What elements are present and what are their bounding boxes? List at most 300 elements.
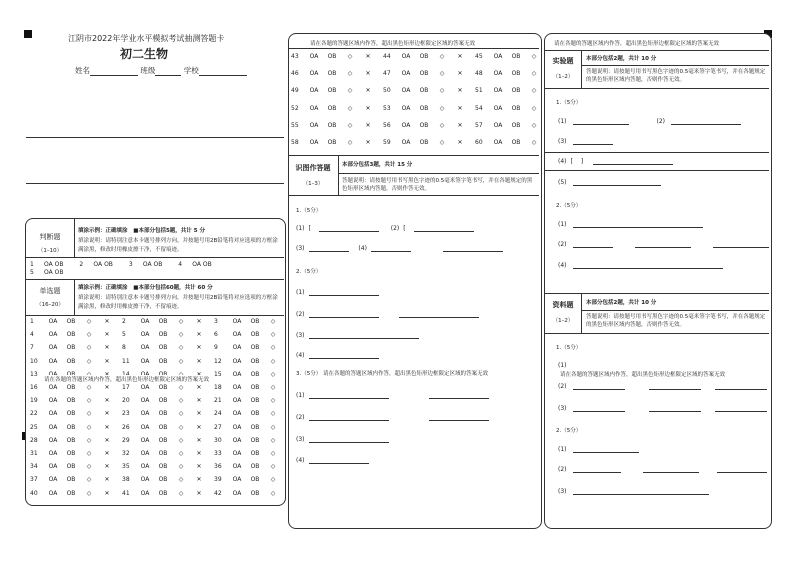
answer-bubble[interactable]: OB: [158, 410, 168, 418]
answer-bubble[interactable]: OA: [493, 87, 503, 95]
answer-line[interactable]: [573, 221, 703, 228]
answer-bubble[interactable]: OA: [401, 70, 411, 78]
answer-bubble[interactable]: ✕: [196, 344, 202, 352]
answer-bubble[interactable]: ✕: [104, 344, 110, 352]
answer-line[interactable]: [309, 414, 389, 421]
answer-bubble[interactable]: OA: [401, 87, 411, 95]
answer-bubble[interactable]: OB: [250, 384, 260, 391]
class-field[interactable]: [155, 69, 181, 76]
answer-bubble[interactable]: OB: [511, 70, 521, 78]
answer-line[interactable]: [309, 457, 369, 464]
school-field[interactable]: [199, 69, 247, 76]
answer-bubble[interactable]: OB: [250, 476, 260, 484]
answer-bubble[interactable]: OA: [140, 463, 150, 471]
answer-bubble[interactable]: ◇: [531, 53, 537, 60]
answer-bubble[interactable]: ◇: [347, 70, 353, 78]
answer-bubble[interactable]: OA: [232, 318, 242, 325]
answer-bubble[interactable]: ◇: [439, 53, 445, 60]
answer-line[interactable]: [573, 241, 613, 248]
question-number: 29: [122, 436, 130, 444]
answer-bubble[interactable]: OB: [66, 357, 76, 365]
question-number: 3: [214, 318, 218, 325]
answer-bubble[interactable]: ◇: [347, 121, 353, 129]
answer-bubble[interactable]: OA: [493, 121, 503, 129]
question-number: 50: [383, 87, 391, 95]
answer-bubble[interactable]: ✕: [196, 463, 202, 471]
survey-q1-label: 1.（5分）: [296, 208, 322, 214]
answer-bubble[interactable]: ◇: [178, 450, 184, 457]
answer-bubble[interactable]: ◇: [347, 104, 353, 112]
question-number: 12: [214, 357, 222, 365]
answer-bubble[interactable]: OB: [250, 463, 260, 471]
question-number: 31: [30, 450, 38, 457]
answer-line[interactable]: [399, 311, 479, 318]
answer-bubble[interactable]: OB: [66, 436, 76, 444]
answer-bubble[interactable]: OB: [158, 463, 168, 471]
answer-bubble[interactable]: ✕: [457, 53, 463, 60]
answer-bubble[interactable]: OA: [48, 436, 58, 444]
question-number: 22: [30, 410, 38, 418]
answer-bubble[interactable]: ◇: [178, 384, 184, 391]
answer-bubble[interactable]: ✕: [365, 87, 371, 95]
answer-bubble[interactable]: ✕: [365, 104, 371, 112]
answer-bubble[interactable]: ◇: [531, 121, 537, 129]
answer-bubble[interactable]: ◇: [347, 139, 353, 146]
answer-line[interactable]: [309, 245, 349, 252]
answer-bubble[interactable]: OB: [158, 331, 168, 339]
answer-bubble[interactable]: ◇: [178, 344, 184, 352]
answer-bubble[interactable]: ◇: [86, 344, 92, 352]
answer-bubble[interactable]: ◇: [270, 397, 276, 405]
answer-bubble[interactable]: ✕: [104, 318, 110, 325]
answer-bubble[interactable]: OB: [327, 121, 337, 129]
question-number: 46: [291, 70, 299, 78]
answer-bubble[interactable]: ◇: [270, 370, 276, 378]
answer-bubble[interactable]: ✕: [196, 357, 202, 365]
choice-row: [30, 424, 300, 431]
answer-bubble[interactable]: ◇: [178, 397, 184, 405]
answer-bubble[interactable]: OA: [232, 410, 242, 418]
answer-bubble[interactable]: OA: [140, 384, 150, 391]
answer-bubble[interactable]: OB: [66, 410, 76, 418]
answer-line[interactable]: [573, 466, 621, 473]
answer-bubble[interactable]: OB: [158, 384, 168, 391]
answer-bubble[interactable]: OB: [250, 450, 260, 457]
answer-line[interactable]: [649, 405, 701, 412]
answer-bubble[interactable]: OA: [48, 450, 58, 457]
answer-bubble[interactable]: ✕: [104, 423, 110, 431]
answer-bubble[interactable]: OA: [493, 53, 503, 60]
answer-bubble[interactable]: OA: [140, 397, 150, 405]
answer-bubble[interactable]: ✕: [457, 70, 463, 78]
answer-bubble[interactable]: OB: [419, 121, 429, 129]
answer-bubble[interactable]: ◇: [270, 463, 276, 471]
answer-bubble[interactable]: ✕: [365, 121, 371, 129]
answer-bubble[interactable]: ✕: [196, 331, 202, 339]
question-number: 56: [383, 121, 391, 129]
answer-bubble[interactable]: ✕: [365, 70, 371, 78]
answer-bubble[interactable]: ◇: [178, 357, 184, 365]
answer-bubble[interactable]: OA: [401, 139, 411, 146]
answer-bubble[interactable]: ✕: [196, 489, 202, 497]
answer-bubble[interactable]: OA: [493, 139, 503, 146]
answer-bubble[interactable]: OB: [419, 104, 429, 112]
answer-bubble[interactable]: OA: [140, 410, 150, 418]
answer-bubble[interactable]: OB: [250, 423, 260, 431]
material-q2-label: 2.（5分）: [556, 428, 582, 434]
answer-bubble[interactable]: ◇: [86, 384, 92, 391]
answer-line[interactable]: [573, 118, 629, 125]
answer-line[interactable]: [443, 245, 503, 252]
answer-bubble[interactable]: OA: [140, 357, 150, 365]
answer-bubble[interactable]: ◇: [178, 410, 184, 418]
answer-bubble[interactable]: ◇: [439, 87, 445, 95]
answer-bubble[interactable]: OA: [140, 476, 150, 484]
answer-bubble[interactable]: OB: [511, 53, 521, 60]
answer-bubble[interactable]: ◇: [347, 87, 353, 95]
answer-line[interactable]: [309, 311, 379, 318]
answer-line[interactable]: [309, 289, 379, 296]
choice-row: [30, 437, 300, 444]
answer-bubble[interactable]: OB: [66, 463, 76, 471]
answer-bubble[interactable]: ◇: [86, 410, 92, 418]
answer-bubble[interactable]: ◇: [347, 53, 353, 60]
answer-bubble[interactable]: OB: [419, 87, 429, 95]
answer-bubble[interactable]: ✕: [196, 410, 202, 418]
answer-bubble[interactable]: OA: [48, 489, 58, 497]
right-answer-box: [544, 33, 772, 529]
answer-bubble[interactable]: ◇: [270, 476, 276, 484]
answer-line[interactable]: [573, 446, 639, 453]
answer-bubble[interactable]: ◇: [270, 450, 276, 457]
answer-line[interactable]: [573, 138, 613, 145]
answer-bubble[interactable]: ◇: [86, 318, 92, 325]
answer-line[interactable]: [635, 241, 691, 248]
answer-bubble[interactable]: OB: [250, 489, 260, 497]
answer-bubble[interactable]: OB: [66, 318, 76, 325]
answer-bubble[interactable]: ◇: [86, 397, 92, 405]
answer-bubble[interactable]: OB: [158, 357, 168, 365]
answer-bubble[interactable]: ✕: [457, 87, 463, 95]
answer-bubble[interactable]: OB: [250, 344, 260, 352]
answer-bubble[interactable]: OB: [66, 489, 76, 497]
judge-3-a[interactable]: OA: [142, 261, 152, 268]
answer-bubble[interactable]: OA: [309, 104, 319, 112]
question-number: 7: [30, 344, 34, 352]
answer-line[interactable]: [429, 392, 489, 399]
answer-bubble[interactable]: ◇: [531, 70, 537, 78]
answer-line[interactable]: [671, 118, 741, 125]
answer-bubble[interactable]: OA: [140, 344, 150, 352]
answer-line[interactable]: [309, 352, 379, 359]
question-number: 60: [475, 139, 483, 146]
answer-bubble[interactable]: OB: [250, 410, 260, 418]
question-number: 42: [214, 489, 222, 497]
question-number: 8: [122, 344, 126, 352]
answer-bubble[interactable]: ◇: [270, 357, 276, 365]
choice-row: [30, 450, 300, 457]
answer-line[interactable]: [643, 466, 699, 473]
answer-bubble[interactable]: OB: [66, 331, 76, 339]
answer-bubble[interactable]: ◇: [178, 331, 184, 339]
answer-bubble[interactable]: OB: [66, 397, 76, 405]
answer-bubble[interactable]: OB: [158, 397, 168, 405]
answer-bubble[interactable]: ◇: [178, 318, 184, 325]
answer-bubble[interactable]: OB: [158, 318, 168, 325]
answer-bubble[interactable]: ✕: [365, 53, 371, 60]
question-number: 52: [291, 104, 299, 112]
answer-bubble[interactable]: OA: [309, 139, 319, 146]
answer-bubble[interactable]: OA: [232, 370, 242, 378]
answer-bubble[interactable]: OA: [232, 436, 242, 444]
answer-line[interactable]: [713, 241, 769, 248]
judge-5-b[interactable]: OB: [54, 269, 64, 276]
answer-bubble[interactable]: ◇: [270, 384, 276, 391]
answer-bubble[interactable]: OA: [48, 397, 58, 405]
answer-line[interactable]: [573, 262, 723, 269]
answer-line[interactable]: [717, 466, 767, 473]
answer-bubble[interactable]: OB: [66, 384, 76, 391]
answer-area-notice-right-2: 请在各题的答题区域内作答，超出黑色矩形边框限定区域的答案无效: [560, 372, 726, 378]
answer-bubble[interactable]: OB: [158, 423, 168, 431]
answer-bubble[interactable]: ✕: [104, 489, 110, 497]
answer-bubble[interactable]: ✕: [104, 357, 110, 365]
question-number: 54: [475, 104, 483, 112]
answer-line[interactable]: [573, 405, 625, 412]
answer-bubble[interactable]: OB: [250, 397, 260, 405]
answer-bubble[interactable]: ◇: [86, 436, 92, 444]
answer-bubble[interactable]: ✕: [196, 318, 202, 325]
judge-4-b[interactable]: OB: [202, 261, 212, 268]
answer-line[interactable]: [715, 383, 767, 390]
answer-bubble[interactable]: OA: [232, 344, 242, 352]
survey-q1-sub3: (3) (4): [296, 245, 503, 252]
answer-bubble[interactable]: ✕: [104, 450, 110, 457]
answer-bubble[interactable]: OA: [401, 104, 411, 112]
answer-bubble[interactable]: OA: [232, 463, 242, 471]
answer-bubble[interactable]: ◇: [439, 70, 445, 78]
judge-4-a[interactable]: OA: [192, 261, 201, 268]
answer-bubble[interactable]: ✕: [196, 436, 202, 444]
answer-bubble[interactable]: ✕: [196, 450, 202, 457]
answer-line[interactable]: [649, 383, 701, 390]
answer-bubble[interactable]: OA: [309, 53, 319, 60]
answer-bubble[interactable]: OA: [493, 70, 503, 78]
answer-line[interactable]: [573, 488, 709, 495]
answer-bubble[interactable]: ◇: [270, 331, 276, 339]
answer-bubble[interactable]: ◇: [439, 139, 445, 146]
answer-bubble[interactable]: ✕: [104, 384, 110, 391]
answer-bubble[interactable]: ◇: [178, 489, 184, 497]
judge-fill-note: 填涂说明：请特别注意本卡题号排列方向，并按题号用2B铅笔将对应选项的方框涂满涂黑，修改时用橡皮擦干净，不留痕迹。: [78, 238, 278, 253]
answer-bubble[interactable]: ✕: [457, 104, 463, 112]
answer-bubble[interactable]: OA: [140, 331, 150, 339]
judge-1-a[interactable]: OA: [44, 261, 53, 268]
judge-3-b[interactable]: OB: [153, 261, 163, 268]
answer-bubble[interactable]: ◇: [439, 121, 445, 129]
answer-bubble[interactable]: ✕: [196, 384, 202, 391]
judge-fill-example: 填涂示例：正确填涂 ■本部分包括5题，共计 5 分: [78, 228, 205, 234]
answer-bubble[interactable]: ◇: [178, 476, 184, 484]
answer-bubble[interactable]: OB: [66, 423, 76, 431]
answer-bubble[interactable]: OB: [250, 436, 260, 444]
answer-bubble[interactable]: ✕: [457, 121, 463, 129]
answer-bubble[interactable]: OA: [309, 121, 319, 129]
answer-bubble[interactable]: OB: [158, 344, 168, 352]
answer-bubble[interactable]: OA: [48, 384, 58, 391]
judge-5-a[interactable]: OA: [44, 269, 53, 276]
answer-bubble[interactable]: OB: [419, 53, 429, 60]
answer-bubble[interactable]: ◇: [178, 436, 184, 444]
question-number: 34: [30, 463, 38, 471]
answer-bubble[interactable]: ◇: [178, 463, 184, 471]
answer-bubble[interactable]: OA: [140, 436, 150, 444]
registration-mark-top-left: [24, 30, 32, 38]
answer-bubble[interactable]: OB: [158, 450, 168, 457]
answer-bubble[interactable]: OA: [48, 476, 58, 484]
answer-line[interactable]: [593, 158, 673, 165]
answer-line[interactable]: [309, 436, 389, 443]
question-number: 11: [122, 357, 130, 365]
answer-bubble[interactable]: OA: [401, 121, 411, 129]
answer-bubble[interactable]: ✕: [104, 436, 110, 444]
answer-bubble[interactable]: OA: [232, 384, 242, 391]
judge-2-a[interactable]: OA: [93, 261, 103, 268]
answer-bubble[interactable]: ◇: [86, 357, 92, 365]
answer-bubble[interactable]: OB: [250, 357, 260, 365]
answer-bubble[interactable]: OB: [327, 53, 337, 60]
answer-bubble[interactable]: ◇: [270, 489, 276, 497]
question-number: 36: [214, 463, 222, 471]
answer-bubble[interactable]: ◇: [86, 489, 92, 497]
answer-bubble[interactable]: ✕: [104, 331, 110, 339]
answer-bubble[interactable]: ◇: [86, 423, 92, 431]
answer-bubble[interactable]: ✕: [104, 410, 110, 418]
answer-bubble[interactable]: OA: [493, 104, 503, 112]
answer-bubble[interactable]: ✕: [365, 139, 371, 146]
survey-section-info: 本部分包括3题，共计 15 分: [342, 162, 413, 168]
answer-bubble[interactable]: ◇: [86, 331, 92, 339]
question-number: 9: [214, 344, 218, 352]
answer-bubble[interactable]: OA: [140, 423, 150, 431]
answer-bubble[interactable]: OB: [250, 370, 260, 378]
answer-bubble[interactable]: ✕: [196, 423, 202, 431]
answer-line[interactable]: [371, 245, 411, 252]
answer-bubble[interactable]: ◇: [531, 139, 537, 146]
answer-bubble[interactable]: OB: [66, 476, 76, 484]
answer-line[interactable]: [309, 392, 389, 399]
answer-bubble[interactable]: OA: [48, 344, 58, 352]
answer-bubble[interactable]: ✕: [104, 397, 110, 405]
judge-row: 5 OA OB: [30, 269, 64, 276]
answer-bubble[interactable]: ◇: [86, 450, 92, 457]
answer-bubble[interactable]: OA: [232, 476, 242, 484]
question-number: 49: [291, 87, 299, 95]
answer-bubble[interactable]: OB: [327, 87, 337, 95]
answer-bubble[interactable]: OB: [158, 489, 168, 497]
answer-bubble[interactable]: OA: [48, 318, 58, 325]
answer-line[interactable]: [309, 332, 419, 339]
answer-bubble[interactable]: OA: [232, 489, 242, 497]
answer-line[interactable]: [429, 414, 489, 421]
answer-bubble[interactable]: ◇: [531, 104, 537, 112]
answer-line[interactable]: [715, 405, 767, 412]
answer-bubble[interactable]: ◇: [270, 410, 276, 418]
answer-bubble[interactable]: OB: [158, 476, 168, 484]
material-answer-note: 答题说明：请按题号用书写黑色字迹的0.5毫米签字笔书写，并在各题规定的黑色矩形区域内答题，否则作答无效。: [586, 314, 766, 328]
choice-fill-example: 填涂示例：正确填涂 ■本部分包括60题，共计 60 分: [78, 285, 213, 291]
answer-bubble[interactable]: OB: [158, 436, 168, 444]
answer-bubble[interactable]: OB: [327, 104, 337, 112]
answer-bubble[interactable]: OA: [232, 397, 242, 405]
answer-line[interactable]: [414, 225, 474, 232]
answer-bubble[interactable]: ✕: [457, 139, 463, 146]
experiment-section-info: 本部分包括2题，共计 10 分: [586, 56, 657, 62]
answer-bubble[interactable]: OB: [511, 121, 521, 129]
answer-bubble[interactable]: OA: [140, 489, 150, 497]
answer-bubble[interactable]: OA: [48, 410, 58, 418]
answer-bubble[interactable]: ◇: [86, 476, 92, 484]
answer-bubble[interactable]: ◇: [270, 423, 276, 431]
answer-bubble[interactable]: OB: [250, 318, 260, 325]
answer-bubble[interactable]: OB: [327, 139, 337, 146]
answer-line[interactable]: [319, 225, 379, 232]
answer-bubble[interactable]: OB: [327, 70, 337, 78]
answer-bubble[interactable]: ◇: [531, 87, 537, 95]
judge-2-b[interactable]: OB: [104, 261, 113, 268]
name-field[interactable]: [90, 69, 138, 76]
answer-bubble[interactable]: ✕: [104, 476, 110, 484]
answer-bubble[interactable]: ✕: [104, 463, 110, 471]
answer-bubble[interactable]: ✕: [196, 397, 202, 405]
answer-bubble[interactable]: ✕: [196, 476, 202, 484]
answer-bubble[interactable]: OB: [66, 344, 76, 352]
answer-bubble[interactable]: OB: [250, 331, 260, 339]
answer-bubble[interactable]: ◇: [270, 318, 276, 325]
answer-bubble[interactable]: OA: [309, 70, 319, 78]
answer-bubble[interactable]: ◇: [178, 423, 184, 431]
answer-line[interactable]: [573, 383, 625, 390]
answer-bubble[interactable]: OA: [401, 53, 411, 60]
answer-bubble[interactable]: OB: [419, 139, 429, 146]
answer-bubble[interactable]: OA: [48, 331, 58, 339]
answer-bubble[interactable]: OB: [419, 70, 429, 78]
choice-row: [291, 53, 561, 60]
answer-bubble[interactable]: OA: [232, 357, 242, 365]
answer-bubble[interactable]: OA: [48, 463, 58, 471]
answer-line[interactable]: [573, 179, 661, 186]
judge-1-b[interactable]: OB: [54, 261, 64, 268]
answer-bubble[interactable]: OB: [511, 87, 521, 95]
answer-bubble[interactable]: OA: [232, 450, 242, 457]
answer-bubble[interactable]: ◇: [270, 344, 276, 352]
answer-bubble[interactable]: OB: [66, 450, 76, 457]
answer-bubble[interactable]: OA: [48, 357, 58, 365]
answer-bubble[interactable]: OA: [309, 87, 319, 95]
answer-bubble[interactable]: OA: [140, 450, 150, 457]
choice-title: 单选题 （16–20）: [36, 287, 64, 308]
answer-bubble[interactable]: ◇: [270, 436, 276, 444]
answer-bubble[interactable]: OA: [48, 423, 58, 431]
answer-bubble[interactable]: OA: [232, 423, 242, 431]
answer-bubble[interactable]: ◇: [86, 463, 92, 471]
answer-bubble[interactable]: OB: [511, 139, 521, 146]
answer-bubble[interactable]: OA: [140, 318, 150, 325]
answer-bubble[interactable]: ◇: [439, 104, 445, 112]
subject-title: 初二生物: [120, 47, 169, 61]
answer-bubble[interactable]: OA: [232, 331, 242, 339]
answer-bubble[interactable]: OB: [511, 104, 521, 112]
